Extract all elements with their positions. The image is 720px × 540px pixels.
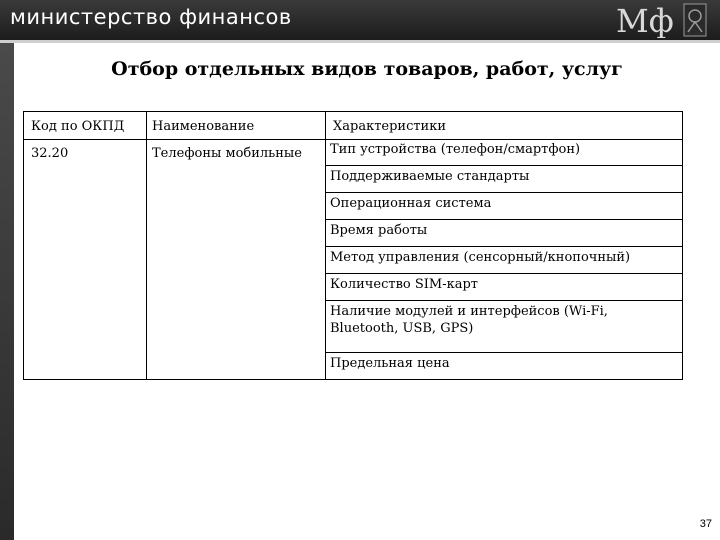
header-divider (24, 139, 682, 140)
cell-name: Телефоны мобильные (152, 146, 302, 161)
characteristic-item: Время работы (330, 223, 428, 238)
row-divider (325, 352, 682, 353)
column-header-name: Наименование (152, 119, 255, 134)
header-stripe (0, 40, 720, 43)
slide-title: Отбор отдельных видов товаров, работ, услуг (111, 58, 623, 80)
characteristic-item: Операционная система (330, 196, 492, 211)
characteristic-item: Тип устройства (телефон/смартфон) (330, 142, 581, 157)
left-sidebar-bar (0, 43, 14, 540)
characteristic-item: Метод управления (сенсорный/кнопочный) (330, 250, 631, 265)
column-header-characteristics: Характеристики (333, 119, 447, 134)
header-bar (0, 0, 720, 40)
column-header-code: Код по ОКПД (31, 119, 125, 134)
row-divider (325, 246, 682, 247)
characteristic-item: Количество SIM-карт (330, 277, 478, 292)
column-divider (146, 112, 147, 379)
row-divider (325, 165, 682, 166)
logo-lettering: Мф (616, 2, 674, 38)
ministry-name: министерство финансов (10, 5, 292, 29)
products-table (23, 111, 683, 380)
ministry-logo (612, 2, 708, 38)
characteristic-item: Предельная цена (330, 356, 450, 371)
row-divider (325, 192, 682, 193)
cell-code: 32.20 (31, 146, 69, 161)
row-divider (325, 219, 682, 220)
row-divider (325, 273, 682, 274)
characteristic-item: Поддерживаемые стандарты (330, 169, 530, 184)
page-number: 37 (699, 518, 712, 530)
row-divider (325, 300, 682, 301)
characteristic-item: Наличие модулей и интерфейсов (Wi-Fi, Bluetooth, USB, GPS) (330, 304, 608, 336)
